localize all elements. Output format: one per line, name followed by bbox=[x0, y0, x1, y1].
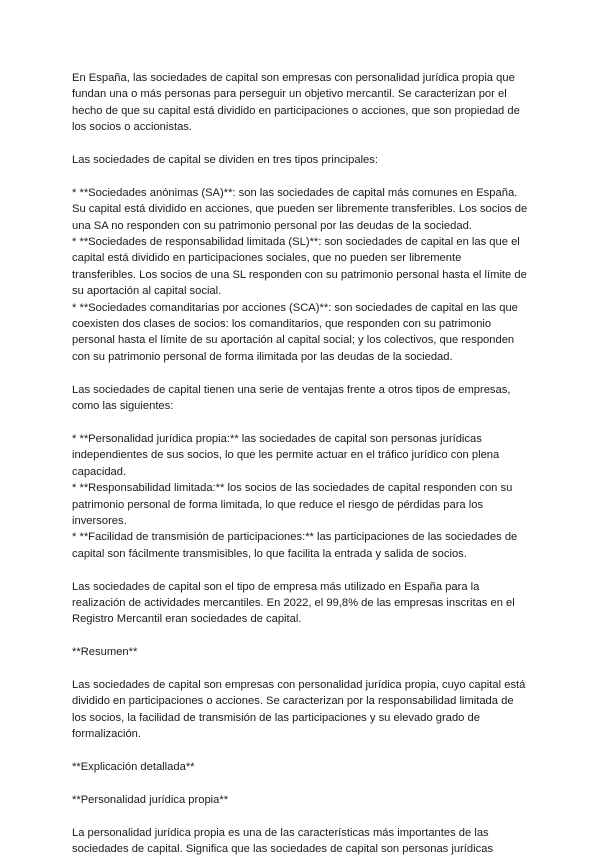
types-list bbox=[72, 185, 528, 365]
summary-paragraph: Las sociedades de capital son empresas con personalidad jurídica propia, cuyo capital está dividido en participaciones o acciones. Se caracterizan por la responsabilidad limitada de los socios, la facilidad de transmisión de las participaciones y su elevado grado de formalización. bbox=[72, 678, 526, 741]
types-intro-paragraph: Las sociedades de capital se dividen en tres tipos principales: bbox=[72, 154, 378, 167]
list-item: * **Sociedades de responsabilidad limitada (SL)**: son sociedades de capital en las que el capital está dividido en participaciones sociales, que no pueden ser libremente transferibles. Los socios de una SL responden con su patrimonio personal hasta el límite de su aportación al capital social. bbox=[72, 236, 527, 298]
list-item: * **Sociedades comanditarias por acciones (SCA)**: son sociedades de capital en las que coexisten dos clases de socios: los comanditarios, que responden con su patrimonio personal hasta el límite de su aportación al capital social; y los colectivos, que responden con su patrimonio personal de forma ilimitada por las deudas de la sociedad. bbox=[72, 301, 518, 363]
list-item: * **Responsabilidad limitada:** los socios de las sociedades de capital responden con su patrimonio personal de forma limitada, lo que reduce el riesgo de pérdidas para los inversores. bbox=[72, 482, 513, 527]
heading-explicacion: **Explicación detallada** bbox=[72, 760, 195, 773]
list-item: * **Facilidad de transmisión de participaciones:** las participaciones de las sociedades de capital son fácilmente transmisibles, lo que facilita la entrada y salida de socios. bbox=[72, 531, 518, 560]
heading-personalidad: **Personalidad jurídica propia** bbox=[72, 793, 229, 806]
usage-paragraph: Las sociedades de capital son el tipo de empresa más utilizado en España para la realización de actividades mercantiles. En 2022, el 99,8% de las empresas inscritas en el Registro Mercantil eran sociedades de capital. bbox=[72, 580, 515, 626]
list-item: * **Personalidad jurídica propia:** las sociedades de capital son personas jurídicas independientes de sus socios, lo que les permite actuar en el tráfico jurídico con plena capacidad. bbox=[72, 432, 500, 478]
list-item: * **Sociedades anónimas (SA)**: son las sociedades de capital más comunes en España. Su capital está dividido en acciones, que pueden ser libremente transferibles. Los socios de una SA no responden con su patrimonio personal por las deudas de la sociedad. bbox=[72, 186, 528, 232]
advantages-list bbox=[72, 431, 528, 562]
personalidad-paragraph: La personalidad jurídica propia es una de las características más importantes de las sociedades de capital. Significa que las sociedades de capital son personas jurídicas bbox=[72, 826, 494, 855]
heading-resumen: **Resumen** bbox=[72, 646, 138, 659]
intro-paragraph: En España, las sociedades de capital son empresas con personalidad jurídica propia que fundan una o más personas para perseguir un objetivo mercantil. Se caracterizan por el hecho de que su capital está dividido en participaciones o acciones, que son propiedad de los socios o accionistas. bbox=[72, 72, 520, 134]
advantages-intro-paragraph: Las sociedades de capital tienen una serie de ventajas frente a otros tipos de empresas, como las siguientes: bbox=[72, 383, 511, 413]
